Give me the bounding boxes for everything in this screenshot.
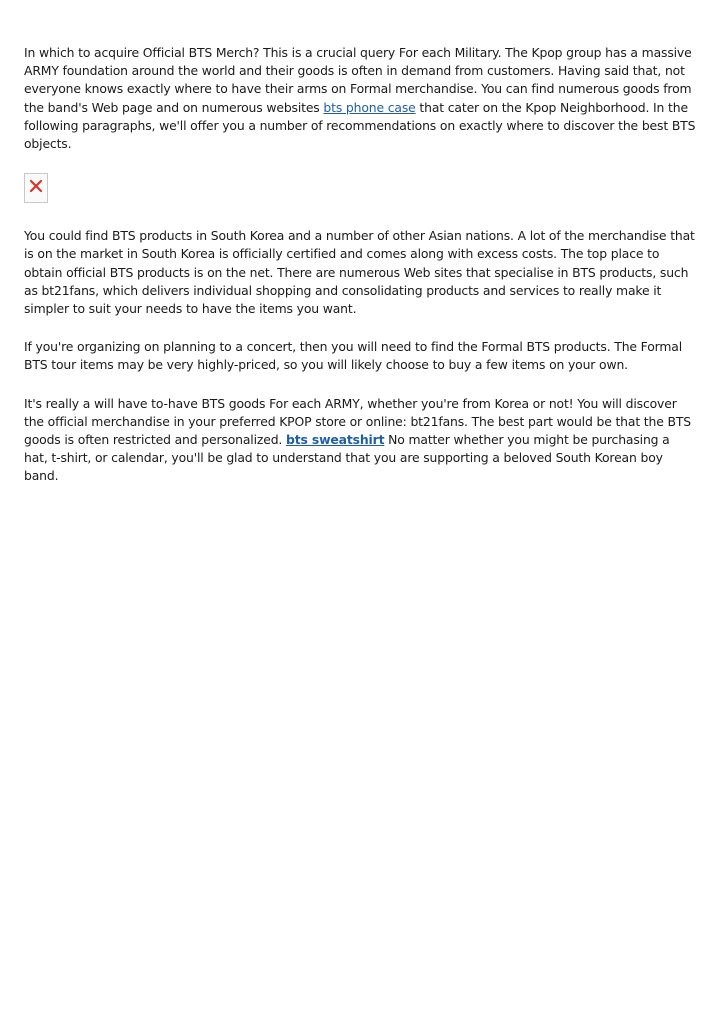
paragraph-intro-text-end: that cater on the Kpop Neighborhood. In the following paragraphs, we'll offer you a number of recommendations on exactly where to discover the best BTS objects. (24, 99, 696, 152)
paragraph-must-have-text-end: No matter whether you might be purchasing a hat, t-shirt, or calendar, you'll be glad to understand that you are supporting a beloved South Korean boy band. (24, 432, 670, 484)
paragraph-intro (24, 44, 696, 153)
paragraph-must-have-text-start: It's really a will have to-have BTS goods For each ARMY, whether you're from Korea or not! You will discover the official merchandise in your preferred KPOP store or online: bt21fans. The best part would be that the BTS goods is often restricted and personalized. (24, 395, 691, 448)
paragraph-intro-text-start: In which to acquire Official BTS Merch? This is a crucial query For each Military. The Kpop group has a massive ARMY foundation around the world and their goods is often in demand from customers. Having said that, not everyone knows exactly where to have their arms on Formal merchandise. You can find numerous goods from the band's Web page and on numerous websites (24, 45, 692, 115)
article-body (24, 44, 696, 506)
paragraph-must-have (24, 395, 696, 486)
bts-sweatshirt-link[interactable]: bts sweatshirt (285, 432, 385, 448)
broken-image-icon (29, 179, 43, 193)
bts-phone-case-link[interactable]: bts phone case (323, 99, 416, 115)
paragraph-where-to-find: You could find BTS products in South Korea and a number of other Asian nations. A lot of the merchandise that is on the market in South Korea is officially certified and comes along with excess costs. The top place to obtain official BTS products is on the net. There are numerous Web sites that specialise in BTS products, such as bt21fans, which delivers individual shopping and consolidating products and services to really make it simpler to suit your needs to have the items you want. (24, 228, 695, 317)
broken-image-placeholder (24, 173, 48, 203)
paragraph-concert: If you're organizing on planning to a concert, then you will need to find the Formal BTS products. The Formal BTS tour items may be very highly-priced, so you will likely choose to buy a few items on your own. (24, 339, 683, 373)
